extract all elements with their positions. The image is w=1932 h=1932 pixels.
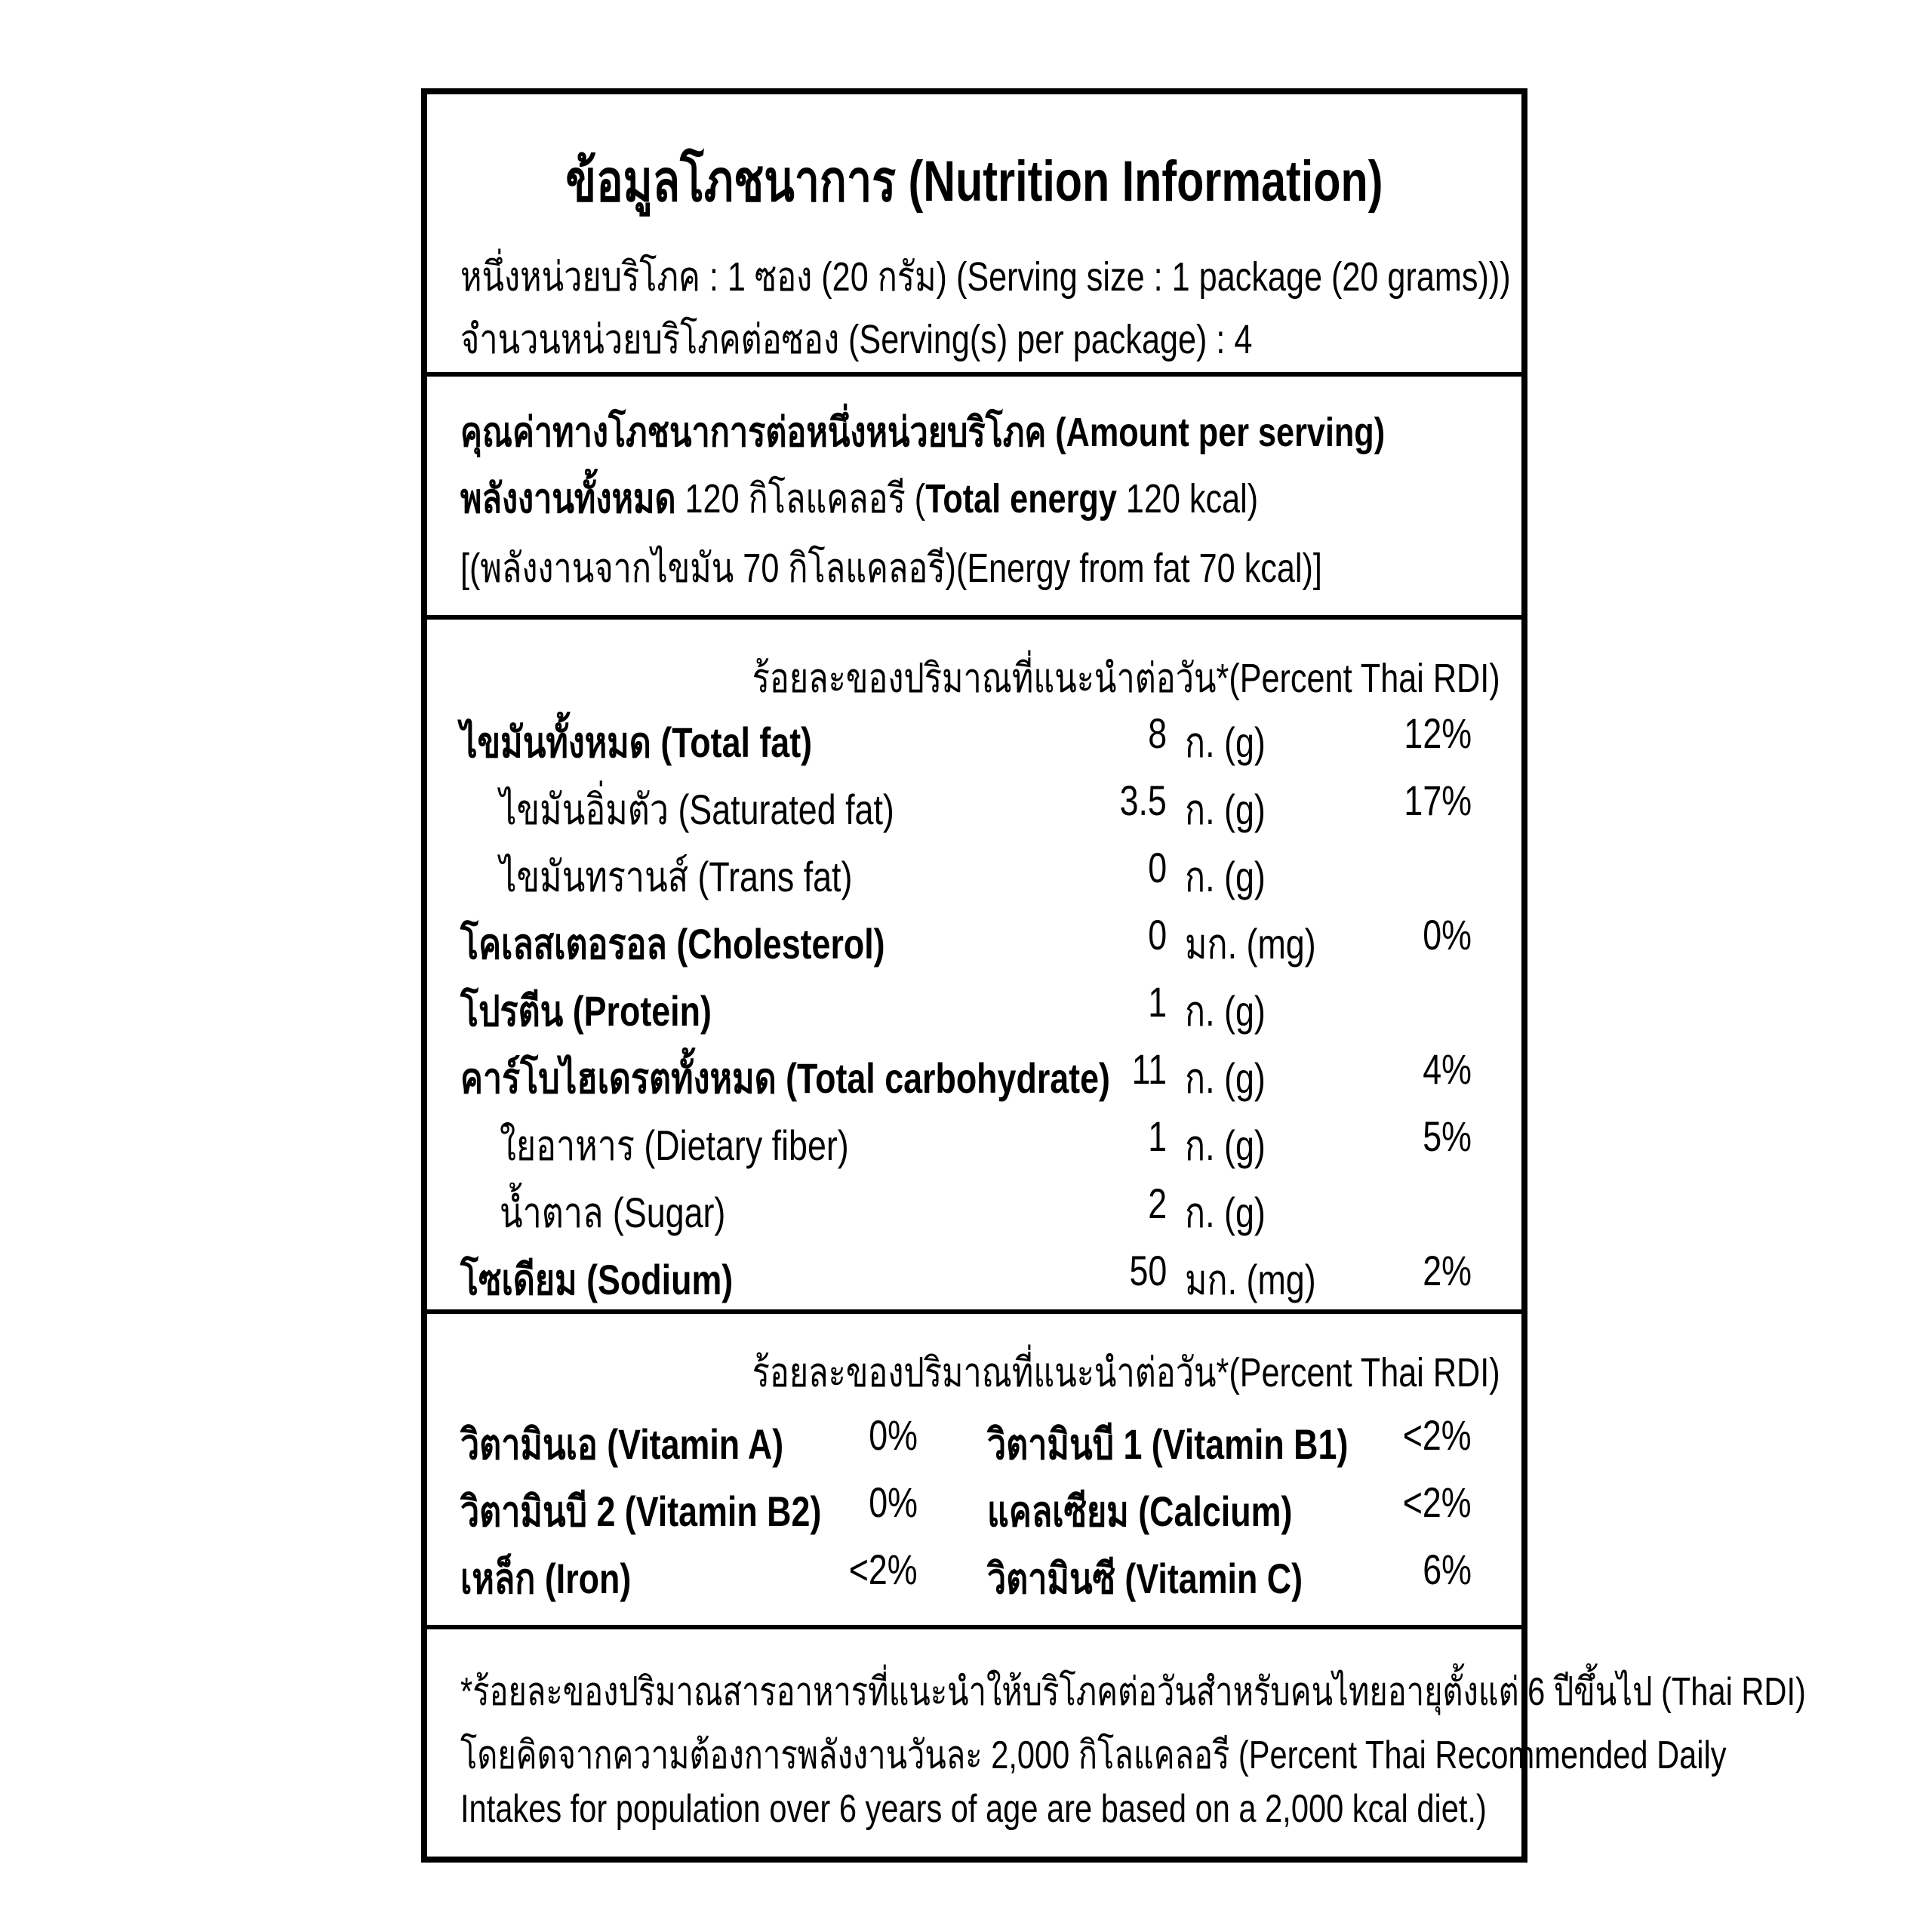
energy-value-en: 120 kcal) (1116, 476, 1259, 521)
nutrient-unit: ก. (g) (1185, 1189, 1266, 1236)
nutrient-amount: 1 (1148, 1112, 1167, 1160)
nutrient-name: โปรตีน (Protein) (460, 987, 712, 1035)
energy-value-th: 120 กิโลแคลอรี ( (675, 476, 926, 521)
nutrient-percent: 0% (1423, 911, 1472, 958)
nutrient-name: ไขมันทั้งหมด (Total fat) (460, 718, 813, 766)
label-title: ข้อมูลโภชนาการ (Nutrition Information) (565, 149, 1383, 214)
nutrient-amount: 8 (1148, 709, 1167, 757)
nutrient-row (427, 910, 1521, 971)
header-section (427, 94, 1521, 377)
nutrient-row (427, 1112, 1521, 1172)
vitamin-row (427, 1411, 1521, 1471)
nutrient-amount: 3.5 (1119, 777, 1167, 824)
energy-label-th: พลังงานทั้งหมด (460, 476, 676, 521)
nutrient-percent: 17% (1404, 777, 1472, 824)
nutrient-unit: มก. (mg) (1185, 1256, 1316, 1303)
nutrient-percent: 2% (1423, 1247, 1472, 1294)
nutrient-name: ใยอาหาร (Dietary fiber) (500, 1121, 849, 1169)
energy-label-en: Total energy (925, 476, 1117, 521)
nutrition-label (421, 88, 1806, 1863)
nutrient-unit: ก. (g) (1185, 786, 1266, 833)
nutrient-row (427, 1246, 1521, 1306)
nutrient-row (427, 776, 1521, 836)
footnote-line: โดยคิดจากความต้องการพลังงานวันละ 2,000 กิโลแคลอรี (Percent Thai Recommended Daily (460, 1734, 1727, 1777)
vitamin-name: วิตามินซี (Vitamin C) (987, 1555, 1303, 1602)
rdi-header: ร้อยละของปริมาณที่แนะนำต่อวัน*(Percent Thai RDI) (752, 656, 1500, 701)
energy-from-fat: [(พลังงานจากไขมัน 70 กิโลแคลอรี)(Energy from fat 70 kcal)] (460, 546, 1322, 591)
vitamin-value: <2% (1403, 1411, 1472, 1459)
vitamin-name: วิตามินเอ (Vitamin A) (460, 1420, 784, 1468)
vitamin-name: วิตามินบี 1 (Vitamin B1) (987, 1420, 1349, 1468)
nutrient-row (427, 843, 1521, 903)
footnote-section (427, 1629, 1806, 1857)
vitamin-value: 0% (869, 1411, 918, 1459)
nutrient-unit: ก. (g) (1185, 1054, 1266, 1102)
vitamin-value: 6% (1423, 1546, 1472, 1593)
nutrient-name: ไขมันอิ่มตัว (Saturated fat) (500, 786, 894, 833)
vitamin-row (427, 1545, 1521, 1605)
nutrient-name: น้ำตาล (Sugar) (500, 1189, 726, 1236)
nutrient-unit: ก. (g) (1185, 987, 1266, 1035)
vitamin-row (427, 1478, 1521, 1538)
nutrient-amount: 50 (1129, 1247, 1167, 1294)
energy-section (427, 377, 1521, 620)
nutrient-amount: 0 (1148, 844, 1167, 891)
nutrient-row (427, 977, 1521, 1038)
footnote-line: *ร้อยละของปริมาณสารอาหารที่แนะนำให้บริโภคต่อวันสำหรับคนไทยอายุตั้งแต่ 6 ปีขึ้นไป (Thai RDI) (460, 1670, 1806, 1714)
nutrient-amount: 1 (1148, 978, 1167, 1026)
vitamin-value: 0% (869, 1478, 918, 1526)
nutrient-name: โซเดียม (Sodium) (460, 1256, 734, 1303)
serving-size: หนึ่งหน่วยบริโภค : 1 ซอง (20 กรัม) (Serving size : 1 package (20 grams))) (460, 254, 1511, 300)
vitamins-section (427, 1314, 1521, 1629)
nutrients-section (427, 620, 1521, 1314)
nutrient-percent: 5% (1423, 1112, 1472, 1160)
nutrient-amount: 11 (1131, 1045, 1167, 1093)
nutrient-row (427, 1044, 1521, 1105)
nutrient-name: ไขมันทรานส์ (Trans fat) (500, 853, 853, 900)
nutrient-amount: 0 (1148, 911, 1167, 958)
nutrient-name: โคเลสเตอรอล (Cholesterol) (460, 920, 885, 968)
footnote-line: Intakes for population over 6 years of age are based on a 2,000 kcal diet.) (460, 1787, 1487, 1831)
vitamin-name: วิตามินบี 2 (Vitamin B2) (460, 1487, 822, 1535)
vitamin-name: แคลเซียม (Calcium) (987, 1487, 1293, 1535)
vitamin-name: เหล็ก (Iron) (460, 1555, 632, 1602)
nutrient-unit: มก. (mg) (1185, 920, 1316, 968)
nutrient-row (427, 1179, 1521, 1239)
nutrient-unit: ก. (g) (1185, 1121, 1266, 1169)
nutrient-percent: 4% (1423, 1045, 1472, 1093)
vitamin-value: <2% (1403, 1478, 1472, 1526)
vitamin-value: <2% (849, 1546, 918, 1593)
amount-per-serving: คุณค่าทางโภชนาการต่อหนึ่งหน่วยบริโภค (Amount per serving) (460, 410, 1386, 455)
nutrient-percent: 12% (1404, 709, 1472, 757)
nutrient-unit: ก. (g) (1185, 853, 1266, 900)
nutrient-amount: 2 (1148, 1180, 1167, 1227)
vitamins-rdi-header: ร้อยละของปริมาณที่แนะนำต่อวัน*(Percent Thai RDI) (752, 1350, 1500, 1395)
nutrient-row (427, 709, 1521, 769)
total-energy (460, 466, 1292, 531)
nutrient-name: คาร์โบไฮเดรตทั้งหมด (Total carbohydrate) (460, 1054, 1110, 1102)
servings-per-package: จำนวนหน่วยบริโภคต่อซอง (Serving(s) per package) : 4 (460, 317, 1253, 362)
nutrient-unit: ก. (g) (1185, 718, 1266, 766)
